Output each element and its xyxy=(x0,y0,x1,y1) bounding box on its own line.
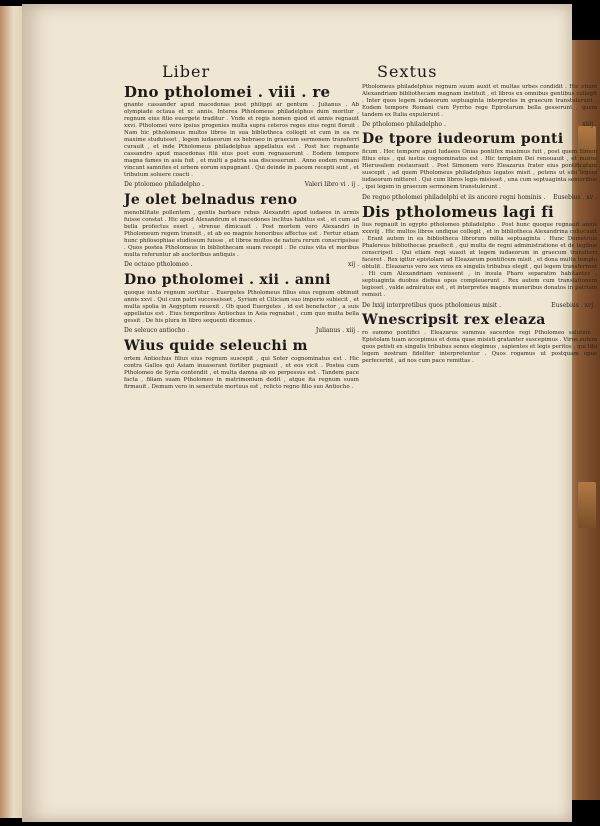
section-text: ficum . Hoc tempore apud Iudaeos Onias pontifex maximus fuit , post quem Simon filius eius , qui iustus cognominatus est . Hic templum Dei renouauit , et muros Hierusalem restaurauit . Post Simonem vero Eleazarus frater eius pontificatum suscepit , ad quem Ptholomeus philadelphus legatos misit , petens ut sibi legem iudaeorum mitteret . Qui cum libros legis misisset , una cum septuaginta senioribus , ipsi legem in graecum sermonem transtulerunt . xyxy=(362,149,597,190)
right-section-1 xyxy=(362,121,597,191)
chapter-reference-number: Eusebius . xv . xyxy=(553,194,597,201)
book-page xyxy=(22,4,597,822)
lower-clasp xyxy=(578,482,596,528)
section-heading: Wnescripsit rex eleaza xyxy=(362,312,546,328)
section-heading: Dno ptholomei . xii . anni xyxy=(124,272,331,288)
right-section-2 xyxy=(362,194,597,299)
chapter-reference-number: Julianus . xiij . xyxy=(315,327,359,334)
section-text: menobilitate pollentem , gentis barbare rebus Alexandri apud iudaeos in armis fuisse constat . Hic apud Alexandrum et macedones inclitus habitus est , et cum ad bella profectus esset , strenue dimicauit . Post mortem vero Alexandri in Ptholomeum regem transiit , et ab eo magnis honoribus affectus est . Fertur etiam hunc philosophiae studiosum fuisse , et libros multos de natura rerum conscripsisse . Quos postea Ptholomeus in bibliothecam suam recepit . De cuius vita et moribus multa referuntur ab auctoribus antiquis . xyxy=(124,210,359,258)
left-section-3 xyxy=(124,272,359,335)
chapter-reference-title: De ptholomeo philadelpho . xyxy=(362,121,446,128)
chapter-reference-title: De regno ptholomei philadelphi et iis ancore regni hominis . xyxy=(362,194,546,201)
chapter-reference xyxy=(362,121,597,129)
chapter-reference-title: De lxxij interpretibus quos ptholomeus misit . xyxy=(362,302,502,309)
running-head-left: Liber xyxy=(162,62,211,81)
left-section-2 xyxy=(124,192,359,269)
section-text: ortem Antiochus filius eius regnum suscepit , qui Soter cognominatus est . Hic contra Gallos qui Asiam inuaserant fortiter pugnauit , et eos vicit . Postea cum Ptholomeo de Syria contendit , et multa damna ab eo perpessus est . Tandem pace facta , filiam suam Ptholomeo in matrimonium dedit , atque ita regnum suum firmauit . Demum vero in senectute mortuus est , relicto regno filio suo Antiocho . xyxy=(124,356,359,390)
left-section-1 xyxy=(124,84,359,189)
left-section-4 xyxy=(124,338,359,391)
chapter-reference-title: De octauo ptholomeo . xyxy=(124,261,193,268)
right-section-3 xyxy=(362,302,597,365)
chapter-reference-number: Eusebius . xvj . xyxy=(551,302,597,309)
right-column xyxy=(362,82,597,368)
section-text: lius regnauit in egypto ptholomeo philadelpho . Post hunc quoque regnauit annis xxxviij . Hic multos libros undique collegit , et in bibliotheca Alexandrina collocauit . Erant autem in ea bibliotheca librorum milia septuaginta . Hunc Demetrius Phalereus bibliothecae praefecit , qui multa de regni administratione et de legibus conscripsit . Qui etiam regi suasit ut legem iudaeorum in graecum transferri faceret . Rex igitur epistolam ad Eleazarum pontificem misit , et dona multa templo obtulit . Eleazarus vero sex viros ex singulis tribubus elegit , qui legem transferrent . Hi cum Alexandriam venissent , in insula Pharo separatim habitantes , septuaginta duobus diebus opus compleuerunt . Rex autem cum translationem legisset , valde admiratus est , et interpretes magnis muneribus donatos in patriam remisit . xyxy=(362,222,597,298)
section-heading: Je olet belnadus reno xyxy=(124,192,298,208)
chapter-reference xyxy=(124,261,359,269)
chapter-reference xyxy=(124,181,359,189)
section-text: quoque iuxta regnum sortitur . Euergetes Ptholomeus filius eius regnum obtinuit annis xxvi . Qui cum patri successisset , Syriam et Ciliciam suo imperio subiecit , et multa spolia in Aegyptum reuexit . Ob quod Euergetes , id est benefactor , a suis appellatus est . Eius temporibus Antiochus in Asia regnabat , cum quo multa bella gessit . De his plura in libro sequenti dicemus . xyxy=(124,290,359,324)
chapter-reference xyxy=(362,194,597,202)
section-heading: Wius quide seleuchi m xyxy=(124,338,308,354)
chapter-reference-number: xij . xyxy=(348,261,359,268)
intro-text: Ptholomeus philadelphus regnum suum auxit et multas urbes condidit . Hic etiam Alexandriam bibliothecam magnam instituit , et libros ex omnibus gentibus collegit . Inter quos legem iudaeorum septuaginta interpretes in graecum transtulerunt . Eodem tempore Romani cum Pyrrho rege Epirotarum bella gesserunt , quem tandem ex Italia expulerunt . xyxy=(362,84,597,118)
section-heading: Dis ptholomeus lagi fi xyxy=(362,203,554,221)
section-text: gnante cassander apud macedonas post philippi ar gentum . Julianus . Ab olympiade octaua et xc annis. Interea Ptholomeus philadelphus dum moritur , regnum eius filio euergete traditur . Vnde et regis nomen quod et annis regnauit xxvi. Ptholomei vero ipsius progenies multa supra ceteros reges eius regni floruit . Nam hic ptholomeus multos libros in sua bibliotheca collegit et cum in ea re maxime studuisset , legem iudaeorum ex hebraeo in graecum sermonem transferri curauit , et inde Ptholomeus philadelphus appellatus est . Post hec regnante cassandro apud macedonas filii eius post eum regnauerunt . Eodem tempore magna fames in asia fuit , et multi a patria sua discesserunt . Anno eodem romani vincunt samnites et urbem eorum expugnant . Qui deinde in pacem recepti sunt , et tributum soluere coacti . xyxy=(124,102,359,178)
section-text: ro summo pontifici . Eleazarus summus sacerdos regi Ptholomeo salutem . Epistolam tuam accepimus et dona quae misisti gratanter suscepimus . Viros autem quos petisti ex singulis tribubus senos elegimus , sapientes et legis peritos , qui tibi legem nostram fideliter interpretentur . Quos rogamus ut postquam opus perfecerint , ad nos cum pace remittas . xyxy=(362,330,597,364)
left-column xyxy=(124,82,359,394)
chapter-reference-number: Valeri libro vi . ij . xyxy=(304,181,359,188)
chapter-reference-title: De seleuco antiocho . xyxy=(124,327,190,334)
chapter-reference xyxy=(362,302,597,310)
chapter-reference-number: xiiij . xyxy=(582,121,597,128)
section-heading: De tpore iudeorum ponti xyxy=(362,131,564,147)
chapter-reference-title: De ptolomeo philadelpho . xyxy=(124,181,204,188)
chapter-reference xyxy=(124,327,359,335)
running-head-right: Sextus xyxy=(377,62,438,81)
section-heading: Dno ptholomei . viii . re xyxy=(124,83,331,101)
